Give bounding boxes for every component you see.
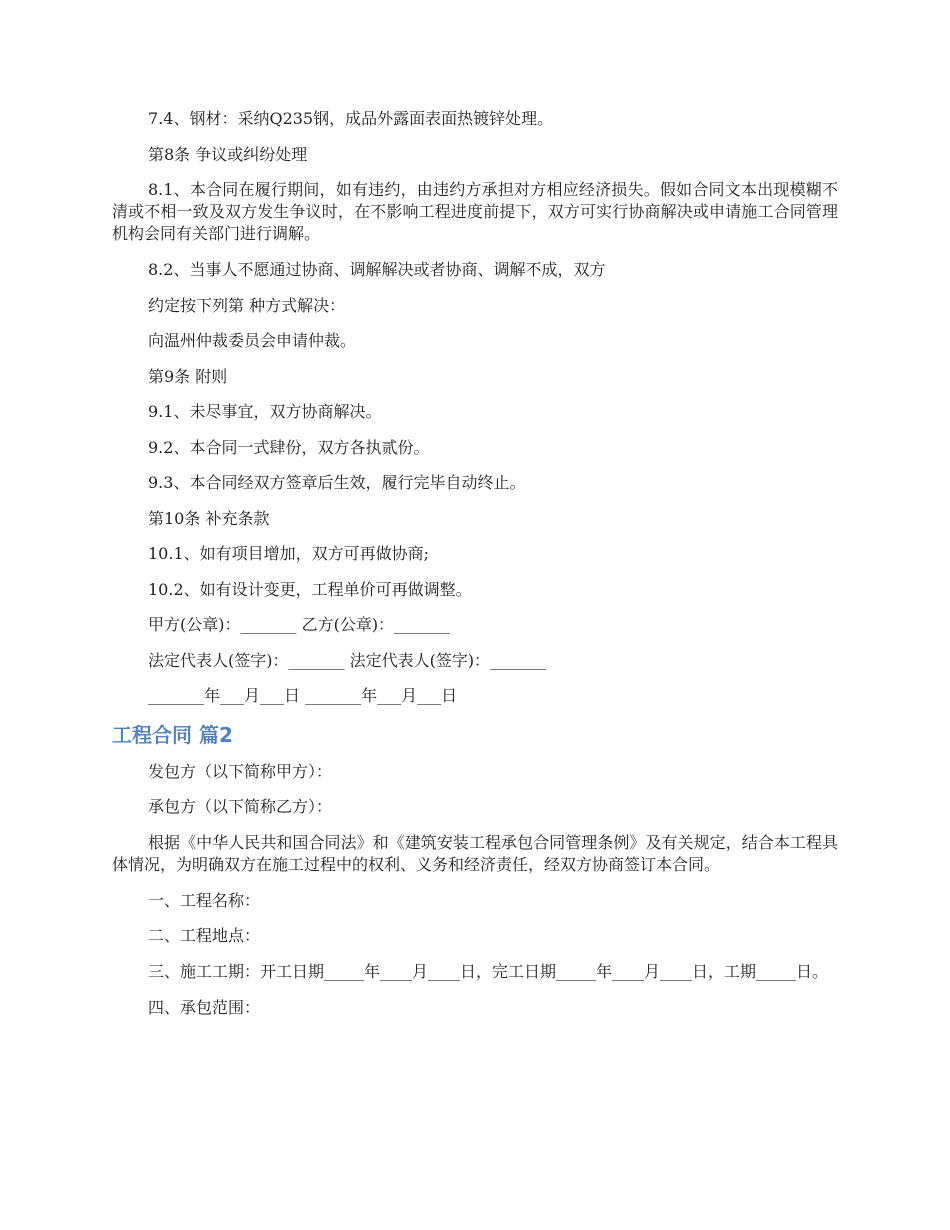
- date-line: _______年___月___日 _______年___月___日: [148, 686, 458, 705]
- paragraph-party-a: 发包方（以下简称甲方）：: [148, 761, 333, 781]
- paragraph-project-location: 二、工程地点：: [148, 926, 261, 945]
- paragraph-party-b: 承包方（以下简称乙方）：: [148, 797, 333, 816]
- representative-signature-line: 法定代表人(签字)：_______ 法定代表人(签字)：_______: [148, 650, 547, 670]
- party-seal-line: 甲方(公章)：_______ 乙方(公章)：_______: [148, 615, 451, 634]
- paragraph-8-2: 8.2、当事人不愿通过协商、调解解决或者协商、调解不成，双方: [148, 260, 606, 279]
- paragraph-steel: 7.4、钢材：采纳Q235钢，成品外露面表面热镀锌处理。: [148, 109, 554, 128]
- paragraph-contract-scope: 四、承包范围：: [148, 997, 261, 1017]
- paragraph-construction-period: 三、施工工期：开工日期_____年____月____日，完工日期_____年____月____日，工期_____日。: [148, 961, 829, 981]
- paragraph-9-3: 9.3、本合同经双方签章后生效，履行完毕自动终止。: [148, 473, 526, 492]
- paragraph-9-1: 9.1、未尽事宜，双方协商解决。: [148, 402, 382, 421]
- article-10-title: 第10条 补充条款: [148, 508, 270, 528]
- article-9-title: 第9条 附则: [148, 366, 228, 386]
- article-8-title: 第8条 争议或纠纷处理: [148, 144, 308, 164]
- paragraph-project-name: 一、工程名称：: [148, 890, 261, 910]
- paragraph-agreement-method: 约定按下列第 种方式解决：: [148, 295, 346, 315]
- paragraph-10-1: 10.1、如有项目增加，双方可再做协商;: [148, 544, 430, 563]
- paragraph-8-1: 8.1、本合同在履行期间，如有违约，由违约方承担对方相应经济损失。假如合同文本出现模糊不清或不相一致及双方发生争议时，在不影响工程进度前提下，双方可实行协商解决或申请施工合同管理机构会同有关部门进行调解。: [112, 180, 838, 243]
- paragraph-9-2: 9.2、本合同一式肆份，双方各执贰份。: [148, 437, 430, 457]
- section-heading: 工程合同 篇2: [112, 722, 233, 747]
- paragraph-arbitration: 向温州仲裁委员会申请仲裁。: [148, 331, 357, 350]
- paragraph-basis: 根据《中华人民共和国合同法》和《建筑安装工程承包合同管理条例》及有关规定，结合本工程具体情况，为明确双方在施工过程中的权利、义务和经济责任，经双方协商签订本合同。: [112, 832, 838, 874]
- paragraph-10-2: 10.2、如有设计变更，工程单价可再做调整。: [148, 579, 472, 599]
